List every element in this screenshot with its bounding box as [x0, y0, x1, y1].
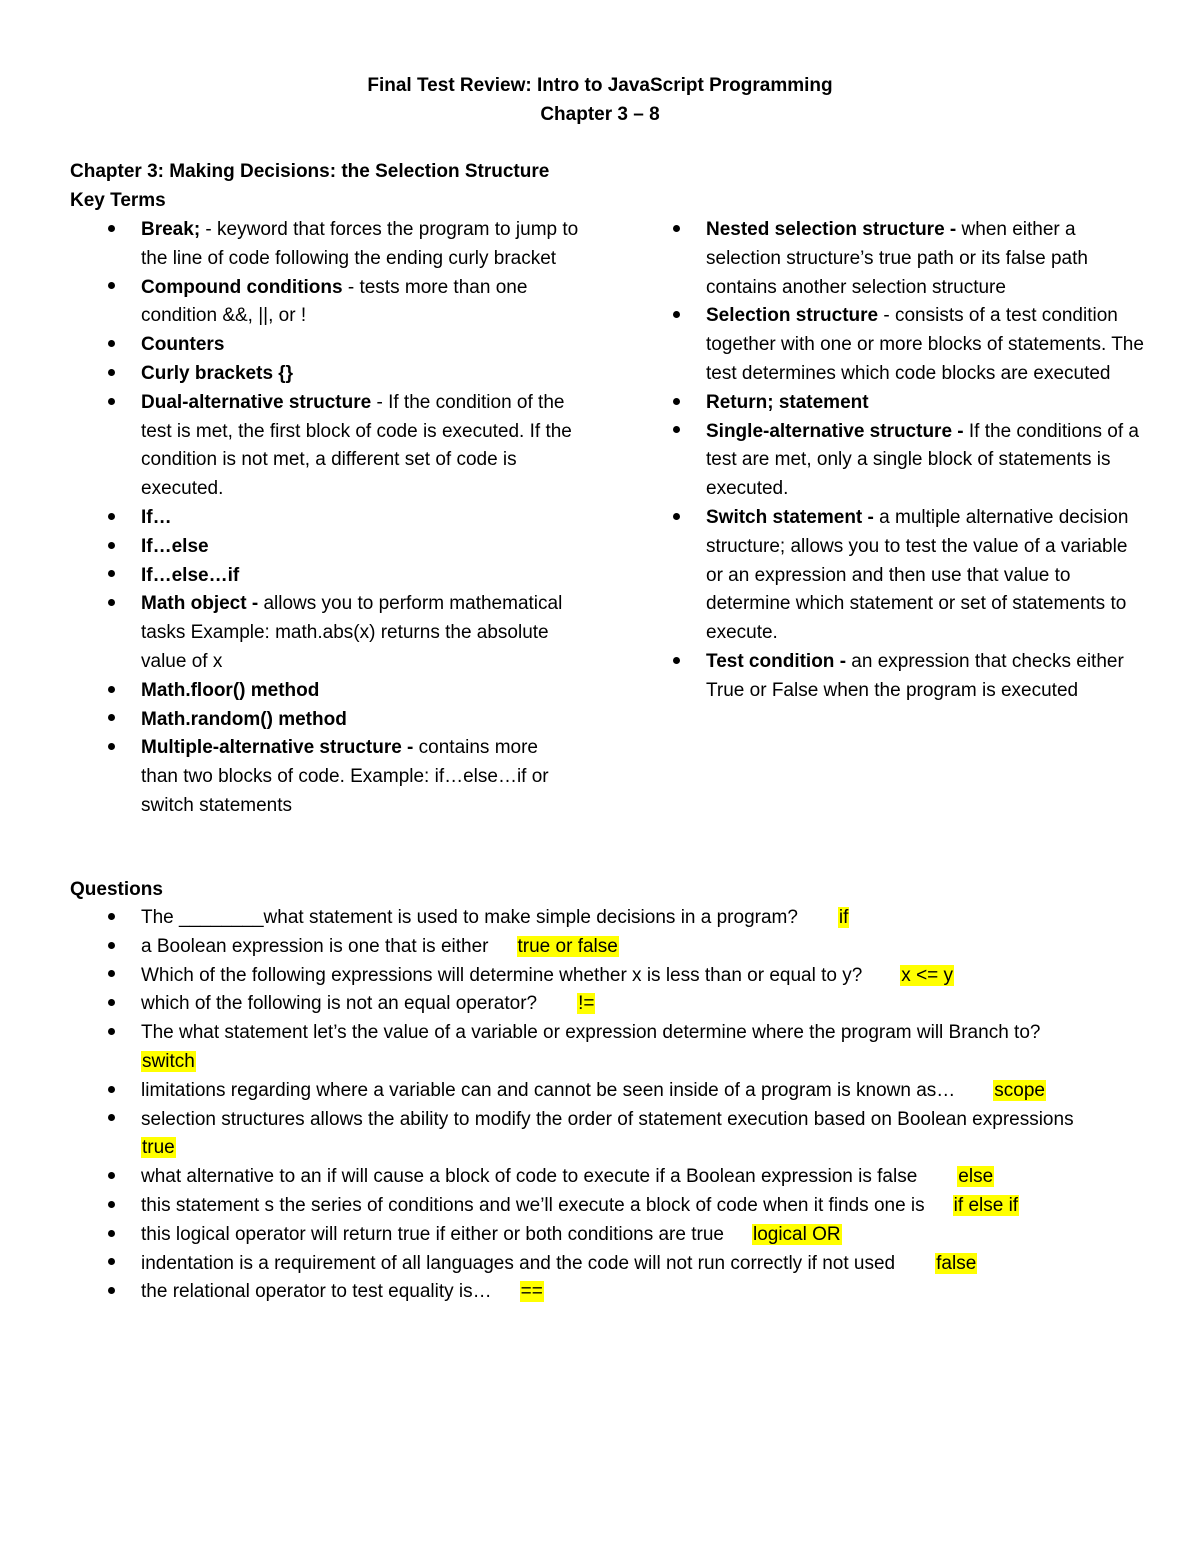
key-term-name: Return; statement: [706, 391, 869, 413]
bullet-icon: [104, 216, 118, 245]
key-term-item: [104, 389, 579, 504]
question-answer: switch: [142, 1050, 195, 1072]
key-terms-left-column: [104, 216, 579, 821]
bullet-icon: [104, 1019, 118, 1048]
bullet-icon: [104, 933, 118, 962]
key-term-name: Compound conditions: [141, 276, 343, 298]
key-term-definition: - keyword that forces the program to jump to the line of code following the ending curly bracket: [141, 219, 579, 269]
bullet-icon: [104, 734, 118, 763]
key-term-definition: - consists of a test condition together with one or more blocks of statements. The test determines which code blocks are executed: [706, 305, 1144, 384]
bullet-icon: [669, 389, 683, 418]
key-term-definition: If the conditions of a test are met, only a single block of statements is executed.: [706, 420, 1139, 500]
question-item: [104, 1192, 1134, 1221]
key-term-definition: contains more than two blocks of code. Example: if…else…if or switch statements: [141, 737, 549, 816]
key-term-name: Math.random() method: [141, 708, 347, 730]
bullet-icon: [104, 706, 118, 735]
key-term-definition: - If the condition of the test is met, the first block of code is executed. If the condition is not met, a different set of code is executed.: [141, 391, 572, 500]
question-text: this statement s the series of conditions and we’ll execute a block of code when it finds one is: [141, 1194, 925, 1216]
bullet-icon: [104, 904, 118, 933]
key-term-item: [104, 734, 579, 820]
key-term-name: If…else…if: [141, 564, 240, 586]
question-text: what alternative to an if will cause a block of code to execute if a Boolean expression is false: [141, 1166, 918, 1188]
question-list: [104, 904, 1134, 1307]
question-text: Which of the following expressions will determine whether x is less than or equal to y?: [141, 964, 863, 986]
bullet-icon: [104, 1077, 118, 1106]
key-term-item: [669, 389, 1149, 418]
question-item: [104, 1278, 1134, 1307]
bullet-icon: [669, 504, 683, 533]
question-item: [104, 1250, 1134, 1279]
bullet-icon: [104, 1163, 118, 1192]
question-text: The what statement let’s the value of a variable or expression determine where the program will Branch to?: [141, 1022, 1041, 1044]
question-text: which of the following is not an equal operator?: [141, 993, 538, 1015]
bullet-icon: [104, 331, 118, 360]
key-term-item: [104, 274, 579, 332]
question-text: limitations regarding where a variable can and cannot be seen inside of a program is known as…: [141, 1079, 956, 1101]
question-answer: logical OR: [752, 1223, 841, 1245]
key-term-definition: allows you to perform mathematical tasks Example: math.abs(x) returns the absolute value of x: [141, 593, 563, 672]
question-item: [104, 1106, 1134, 1164]
question-item: [104, 990, 1134, 1019]
bullet-icon: [104, 533, 118, 562]
bullet-icon: [104, 1250, 118, 1279]
bullet-icon: [669, 418, 683, 447]
key-term-item: [669, 504, 1149, 648]
key-term-item: [104, 677, 579, 706]
question-text: a Boolean expression is one that is either: [141, 935, 489, 957]
key-term-item: [669, 216, 1149, 302]
bullet-icon: [104, 1221, 118, 1250]
bullet-icon: [104, 562, 118, 591]
bullet-icon: [104, 274, 118, 303]
key-term-name: Counters: [141, 334, 225, 356]
bullet-icon: [104, 962, 118, 991]
key-term-item: [104, 331, 579, 360]
question-answer: scope: [994, 1079, 1045, 1101]
chapter-heading: Chapter 3: Making Decisions: the Selection Structure: [70, 161, 550, 182]
bullet-icon: [669, 648, 683, 677]
key-term-definition: a multiple alternative decision structure; allows you to test the value of a variable or an expression and then use that value to determine which statement or set of statements to execute.: [706, 506, 1129, 644]
key-term-item: [104, 562, 579, 591]
bullet-icon: [104, 504, 118, 533]
question-item: [104, 1077, 1134, 1106]
bullet-icon: [104, 1192, 118, 1221]
question-text: The ________what statement is used to make simple decisions in a program?: [141, 907, 798, 928]
key-term-item: [669, 302, 1149, 388]
bullet-icon: [104, 677, 118, 706]
bullet-icon: [104, 1278, 118, 1307]
key-term-item: [104, 504, 579, 533]
key-term-definition: - tests more than one condition &&, ||, or !: [141, 276, 528, 327]
document-subtitle: Chapter 3 – 8: [540, 104, 660, 125]
key-term-name: Math object -: [141, 593, 259, 615]
key-term-name: If…else: [141, 535, 209, 557]
key-term-name: Break;: [141, 219, 201, 240]
key-term-definition: an expression that checks either True or False when the program is executed: [706, 650, 1124, 701]
question-item: [104, 1163, 1134, 1192]
key-terms-right-column: [669, 216, 1149, 706]
question-item: [104, 1221, 1134, 1250]
key-term-item: [669, 648, 1149, 706]
question-item: [104, 904, 1134, 933]
key-term-item: [104, 706, 579, 735]
key-term-item: [104, 216, 579, 274]
question-text: this logical operator will return true if either or both conditions are true: [141, 1223, 724, 1245]
bullet-icon: [669, 302, 683, 331]
key-term-name: Single-alternative structure -: [706, 420, 964, 442]
question-text: selection structures allows the ability to modify the order of statement execution based on Boolean expressions: [141, 1108, 1074, 1130]
bullet-icon: [104, 1106, 118, 1135]
document-title: Final Test Review: Intro to JavaScript Programming: [367, 75, 833, 96]
question-item: [104, 933, 1134, 962]
bullet-icon: [104, 590, 118, 619]
key-term-name: Selection structure: [706, 305, 879, 327]
key-term-item: [669, 418, 1149, 504]
key-terms-label: Key Terms: [70, 190, 166, 211]
key-term-definition: when either a selection structure’s true path or its false path contains another selection structure: [706, 219, 1088, 298]
key-term-name: Switch statement -: [706, 506, 874, 528]
bullet-icon: [104, 389, 118, 418]
key-term-name: Math.floor() method: [141, 679, 320, 701]
key-term-name: Test condition -: [706, 650, 847, 672]
question-answer: else: [958, 1166, 994, 1188]
question-text: indentation is a requirement of all languages and the code will not run correctly if not used: [141, 1252, 896, 1274]
question-item: [104, 1019, 1134, 1077]
question-answer: false: [936, 1252, 977, 1274]
question-item: [104, 962, 1134, 991]
question-answer: if else if: [953, 1194, 1019, 1216]
key-term-name: Multiple-alternative structure -: [141, 737, 414, 759]
key-term-name: Dual-alternative structure: [141, 391, 372, 413]
question-answer: true or false: [517, 935, 618, 957]
key-term-item: [104, 590, 579, 676]
key-term-item: [104, 360, 579, 389]
question-answer: true: [142, 1137, 175, 1159]
bullet-icon: [669, 216, 683, 245]
key-term-name: Curly brackets {}: [141, 362, 294, 384]
key-term-item: [104, 533, 579, 562]
key-term-name: Nested selection structure -: [706, 219, 957, 240]
bullet-icon: [104, 990, 118, 1019]
key-term-name: If…: [141, 506, 172, 528]
question-answer: ==: [520, 1281, 543, 1303]
question-text: the relational operator to test equality is…: [141, 1281, 492, 1303]
bullet-icon: [104, 360, 118, 389]
question-answer: x <= y: [901, 964, 954, 986]
questions-label: Questions: [70, 879, 163, 900]
question-answer: if: [838, 907, 849, 928]
question-answer: !=: [578, 993, 595, 1015]
